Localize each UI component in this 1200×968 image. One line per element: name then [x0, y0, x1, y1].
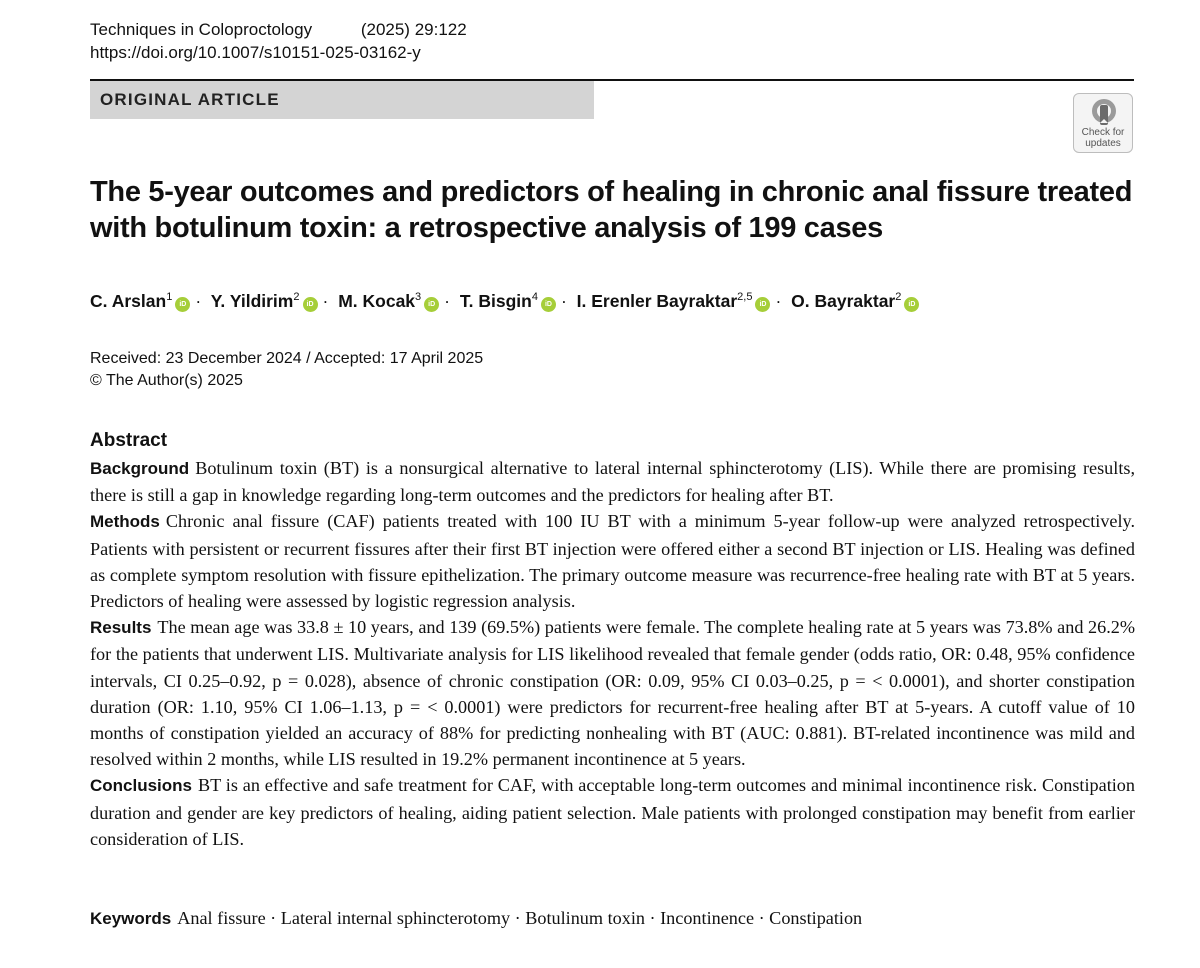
author-name[interactable]: T. Bisgin: [459, 291, 532, 311]
section-text: Chronic anal fissure (CAF) patients treated with 100 IU BT with a minimum 5-year follow-up were analyzed retrospectively. Patients with persistent or recurrent fissures after their first BT injection were offered either a second BT injection or LIS. Healing was defined as complete symptom resolution with fissure epithelization. The primary outcome measure was recurrence-free healing rate with BT at 5 years. Predictors of healing were assessed by logistic regression analysis.: [90, 511, 1135, 612]
author-affiliation: 2,5: [737, 291, 753, 303]
author-separator: ·: [775, 291, 782, 311]
author-separator: ·: [322, 291, 329, 311]
orcid-icon[interactable]: iD: [303, 297, 318, 312]
author-name[interactable]: M. Kocak: [338, 291, 416, 311]
author-name[interactable]: O. Bayraktar: [791, 291, 896, 311]
author-name[interactable]: Y. Yildirim: [210, 291, 294, 311]
check-badge-line2: updates: [1085, 138, 1121, 149]
keywords-text: Anal fissure · Lateral internal sphincterotomy · Botulinum toxin · Incontinence · Constipation: [177, 908, 863, 928]
orcid-icon[interactable]: iD: [755, 297, 770, 312]
author-separator: ·: [444, 291, 450, 311]
author-list: [90, 284, 1150, 314]
section-label: Background: [90, 459, 190, 478]
section-text: The mean age was 33.8 ± 10 years, and 139 (69.5%) patients were female. The complete healing rate at 5 years was 73.8% and 26.2% for the patients that underwent LIS. Multivariate analysis for LIS likelihood revealed that female gender (odds ratio, OR: 0.48, 95% confidence intervals, CI 0.25–0.92, p = 0.028), absence of chronic constipation (OR: 0.09, 95% CI 0.03–0.25, p = < 0.0001), and shorter constipation duration (OR: 1.10, 95% CI 1.06–1.13, p = < 0.0001) were predictors for recurrent-free healing after BT at 5-years. A cutoff value of 10 months of constipation yielded an accuracy of 88% for predicting nonhealing with BT (AUC: 0.881). BT-related incontinence was mild and resolved within 2 months, while LIS resulted in 19.2% permanent incontinence at 5 years.: [90, 617, 1135, 770]
author-separator: ·: [560, 291, 567, 311]
author-name[interactable]: I. Erenler Bayraktar: [576, 291, 738, 311]
orcid-icon[interactable]: iD: [424, 297, 439, 312]
author-affiliation: 2: [895, 291, 902, 303]
abstract-body: [90, 455, 1135, 852]
journal-header: [90, 19, 467, 41]
author-separator: ·: [195, 291, 202, 311]
crossmark-icon: [1090, 97, 1118, 127]
section-label: Methods: [90, 512, 160, 532]
abstract-heading: Abstract: [90, 430, 168, 451]
article-type-banner: ORIGINAL ARTICLE: [90, 81, 594, 119]
author-affiliation: 2: [293, 291, 300, 303]
author-affiliation: 1: [166, 291, 173, 303]
section-text: BT is an effective and safe treatment for CAF, with acceptable long-term outcomes and minimal incontinence risk. Constipation duration and gender are key predictors of healing, aiding patient selection. Male patients with prolonged constipation may benefit from earlier consideration of LIS.: [90, 775, 1135, 849]
abstract-background: [90, 455, 1135, 508]
abstract-results: [90, 614, 1135, 772]
orcid-icon[interactable]: iD: [541, 297, 556, 312]
keywords-label: Keywords: [90, 909, 172, 928]
copyright: © The Author(s) 2025: [90, 372, 243, 389]
orcid-icon[interactable]: iD: [175, 297, 190, 312]
abstract-conclusions: [90, 772, 1135, 852]
keywords: [90, 905, 1150, 932]
received-accepted: Received: 23 December 2024 / Accepted: 17 April 2025: [90, 350, 484, 367]
article-dates: [90, 348, 483, 392]
author-affiliation: 3: [415, 291, 422, 303]
author-name[interactable]: C. Arslan: [90, 291, 167, 311]
abstract-methods: [90, 508, 1135, 614]
check-for-updates-button[interactable]: [1073, 93, 1133, 153]
section-text: Botulinum toxin (BT) is a nonsurgical alternative to lateral internal sphincterotomy (LIS). While there are promising results, there is still a gap in knowledge regarding long-term outcomes and the predictors for healing after BT.: [90, 458, 1135, 506]
doi-link[interactable]: https://doi.org/10.1007/s10151-025-03162-y: [90, 43, 421, 62]
author-affiliation: 4: [531, 291, 538, 303]
check-badge-line1: Check for: [1081, 127, 1125, 138]
section-label: Results: [90, 618, 152, 638]
section-label: Conclusions: [90, 776, 193, 796]
journal-name: Techniques in Coloproctology: [90, 20, 313, 39]
journal-volume: (2025) 29:122: [360, 20, 467, 39]
orcid-icon[interactable]: iD: [904, 297, 919, 312]
paper-title: The 5-year outcomes and predictors of healing in chronic anal fissure treated with botulinum toxin: a retrospective analysis of 199 cases: [90, 176, 1133, 244]
